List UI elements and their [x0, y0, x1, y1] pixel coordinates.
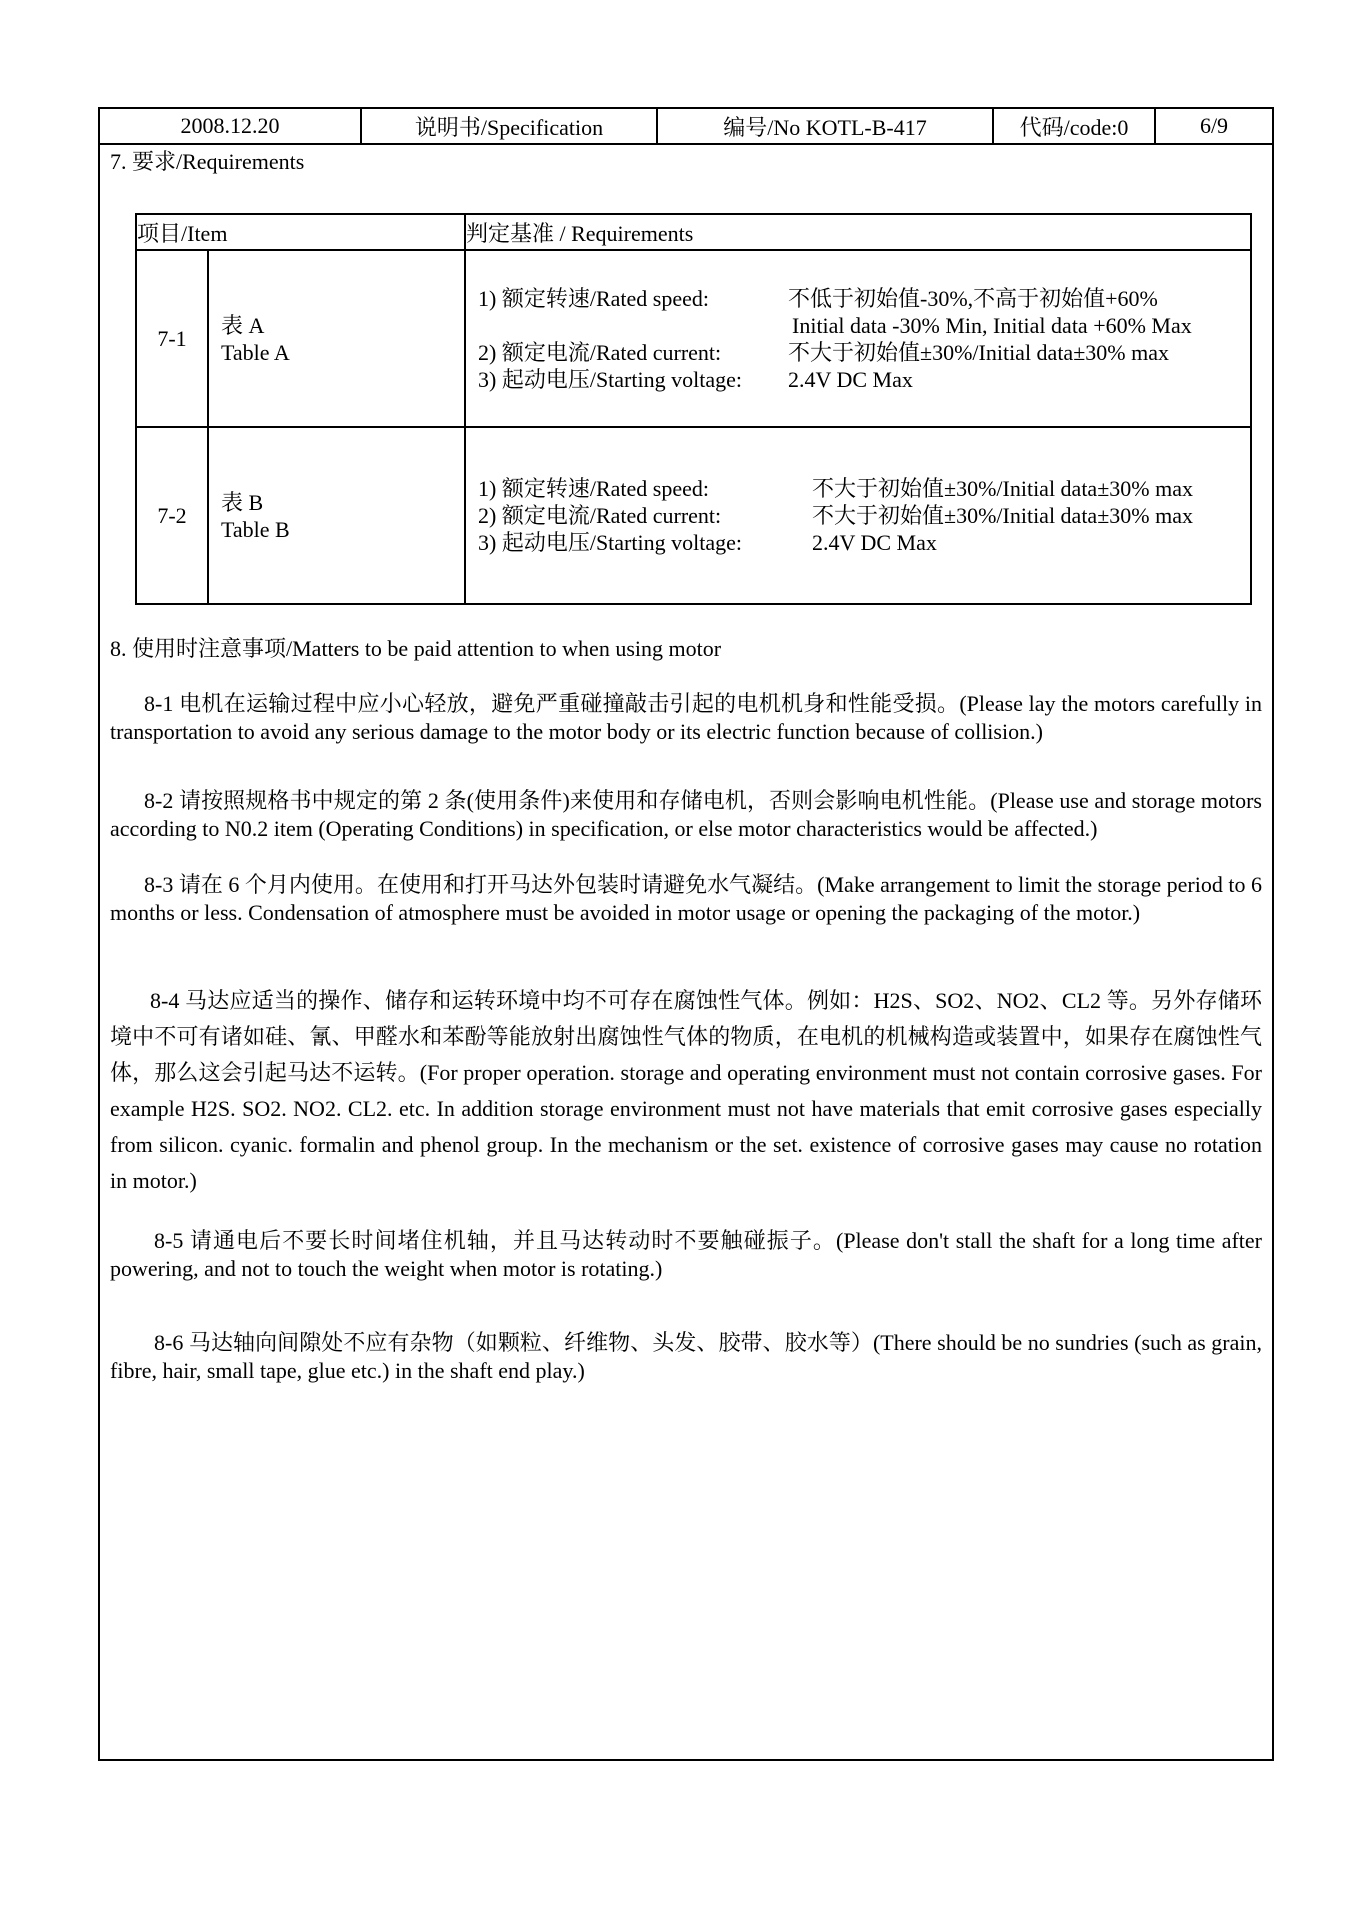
spec-line — [478, 502, 1250, 529]
spec-value: 2.4V DC Max — [812, 530, 937, 555]
spec-label: 1) 额定转速/Rated speed: — [478, 476, 709, 501]
spec-label: 3) 起动电压/Starting voltage: — [478, 366, 742, 392]
paragraph-text: 8-2 请按照规格书中规定的第 2 条(使用条件)来使用和存储电机，否则会影响电机性能。(Please use and storage motors according to N0.2 item (Operating Conditions) in specification, or else motor characteristics would be affected.) — [110, 788, 1262, 841]
header-code: 代码/code:0 — [994, 109, 1156, 143]
row-spec — [465, 427, 1251, 604]
spec-line — [478, 285, 1250, 312]
paragraph-8-6 — [110, 1329, 1262, 1385]
requirements-table — [135, 213, 1252, 605]
row-table-name — [208, 427, 465, 604]
spec-label: 3) 起动电压/Starting voltage: — [478, 530, 742, 555]
header-bar — [98, 107, 1274, 145]
spec-line — [478, 312, 1250, 339]
paragraph-8-2 — [110, 787, 1262, 843]
row-spec — [465, 250, 1251, 427]
spec-value: 不大于初始值±30%/Initial data±30% max — [812, 476, 1193, 501]
spec-value: 不大于初始值±30%/Initial data±30% max — [788, 339, 1169, 365]
table-name-en: Table A — [221, 339, 290, 365]
row-id: 7-2 — [136, 427, 208, 604]
header-number: 编号/No KOTL-B-417 — [658, 109, 994, 143]
paragraph-8-3 — [110, 871, 1262, 927]
spec-value: 不大于初始值±30%/Initial data±30% max — [812, 503, 1193, 528]
paragraph-text: 8-4 马达应适当的操作、储存和运转环境中均不可存在腐蚀性气体。例如：H2S、SO2、NO2、CL2 等。另外存储环境中不可有诸如硅、氰、甲醛水和苯酚等能放射出腐蚀性气体的物质，在电机的机械构造或装置中，如果存在腐蚀性气体，那么这会引起马达不运转。(For proper operation. storage and operating environment must not contain corrosive gases. For example H2S. SO2. NO2. CL2. etc. In addition storage environment must not have materials that emit corrosive gases especially from silicon. cyanic. formalin and phenol group. In the mechanism or the set. existence of corrosive gases may cause no rotation in motor.) — [110, 988, 1262, 1193]
section-7-title: 7. 要求/Requirements — [110, 149, 305, 174]
spec-label — [478, 312, 788, 339]
spec-line — [478, 475, 1250, 502]
table-name-cn: 表 B — [221, 489, 264, 515]
paragraph-8-1 — [110, 690, 1262, 746]
col-item-header: 项目/Item — [136, 214, 465, 250]
table-row — [136, 250, 1251, 427]
header-date: 2008.12.20 — [100, 109, 362, 143]
table-header-row — [136, 214, 1251, 250]
spec-line — [478, 339, 1250, 366]
spec-label: 2) 额定电流/Rated current: — [478, 339, 722, 365]
paragraph-text: 8-3 请在 6 个月内使用。在使用和打开马达外包装时请避免水气凝结。(Make arrangement to limit the storage period to 6 months or less. Condensation of atmosphere must be avoided in motor usage or opening the packaging of the motor.) — [110, 872, 1262, 925]
paragraph-text: 8-5 请通电后不要长时间堵住机轴，并且马达转动时不要触碰振子。(Please don't stall the shaft for a long time after powering, and not to touch the weight when motor is rotating.) — [110, 1228, 1262, 1281]
spec-label: 1) 额定转速/Rated speed: — [478, 285, 709, 311]
section-8-title: 8. 使用时注意事项/Matters to be paid attention to when using motor — [110, 636, 722, 661]
row-table-name — [208, 250, 465, 427]
col-req-header: 判定基准 / Requirements — [465, 214, 1251, 250]
table-row — [136, 427, 1251, 604]
paragraph-8-5 — [110, 1227, 1262, 1283]
spec-line — [478, 366, 1250, 393]
spec-label: 2) 额定电流/Rated current: — [478, 503, 722, 528]
row-id: 7-1 — [136, 250, 208, 427]
paragraph-text: 8-1 电机在运输过程中应小心轻放，避免严重碰撞敲击引起的电机机身和性能受损。(Please lay the motors carefully in transportation to avoid any serious damage to the motor body or its electric function because of collision.) — [110, 691, 1262, 744]
spec-value: 2.4V DC Max — [788, 366, 913, 392]
table-name-en: Table B — [221, 516, 290, 542]
paragraph-8-4 — [110, 983, 1262, 1199]
spec-line — [478, 529, 1250, 556]
paragraph-text: 8-6 马达轴向间隙处不应有杂物（如颗粒、纤维物、头发、胶带、胶水等）(There should be no sundries (such as grain, fibre, hair, small tape, glue etc.) in the shaft end play.) — [110, 1330, 1262, 1383]
header-doc-type: 说明书/Specification — [362, 109, 658, 143]
spec-value: 不低于初始值-30%,不高于初始值+60% — [788, 285, 1158, 311]
spec-value: Initial data -30% Min, Initial data +60% Max — [792, 312, 1192, 338]
header-page: 6/9 — [1199, 113, 1229, 138]
table-name-cn: 表 A — [221, 312, 265, 338]
